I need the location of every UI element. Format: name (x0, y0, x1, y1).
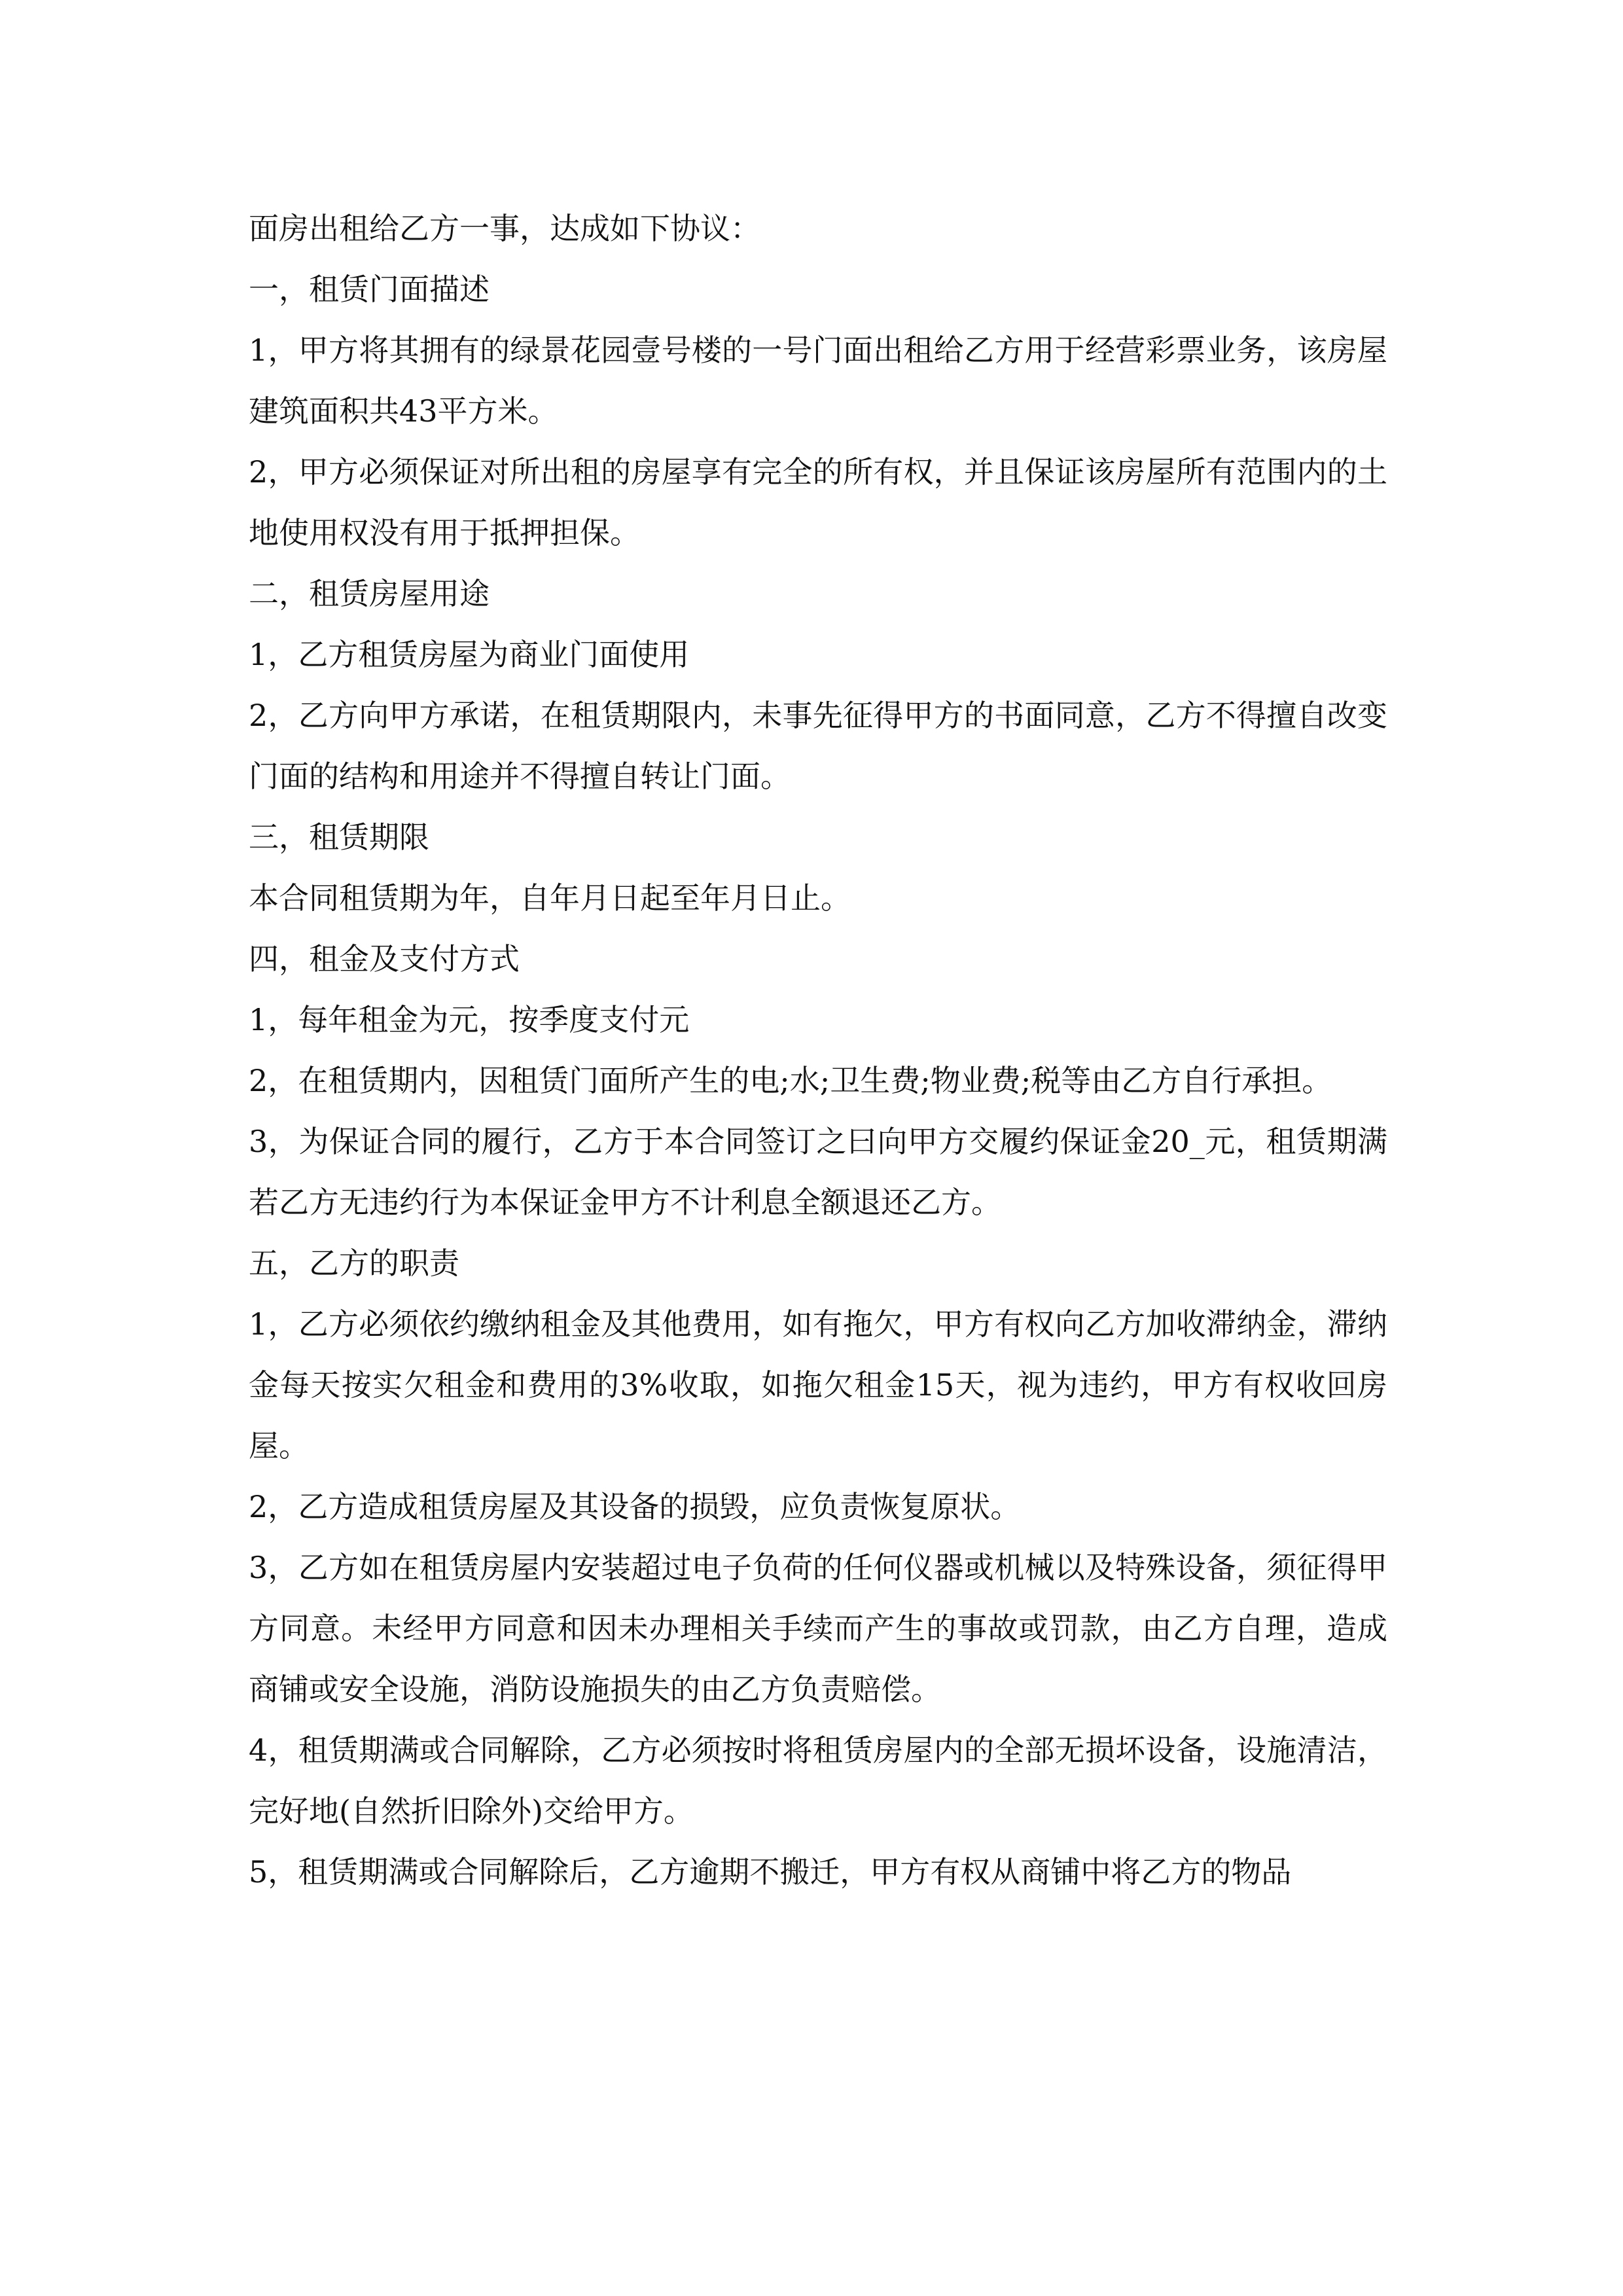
clause-4-3: 3，为保证合同的履行，乙方于本合同签订之曰向甲方交履约保证金20_元，租赁期满若乙方无违约行为本保证金甲方不计利息全额退还乙方。 (249, 1124, 1387, 1220)
section-heading-4: 四，租金及支付方式 (249, 941, 520, 977)
clause-5-2: 2，乙方造成租赁房屋及其设备的损毁，应负责恢复原状。 (249, 1489, 1021, 1524)
section-heading-1: 一，租赁门面描述 (249, 272, 490, 307)
clause-3-term: 本合同租赁期为年，自年月日起至年月日止。 (249, 880, 851, 916)
agreement-intro: 面房出租给乙方一事，达成如下协议： (249, 211, 760, 246)
clause-4-2: 2，在租赁期内，因租赁门面所产生的电;水;卫生费;物业费;税等由乙方自行承担。 (249, 1063, 1332, 1098)
section-heading-2: 二，租赁房屋用途 (249, 576, 490, 611)
clause-2-1: 1，乙方租赁房屋为商业门面使用 (249, 637, 690, 672)
clause-1-2: 2，甲方必须保证对所出租的房屋享有完全的所有权，并且保证该房屋所有范围内的土地使用权没有用于抵押担保。 (249, 454, 1387, 550)
clause-5-5: 5，租赁期满或合同解除后，乙方逾期不搬迁，甲方有权从商铺中将乙方的物品 (249, 1854, 1292, 1890)
section-heading-3: 三，租赁期限 (249, 819, 429, 855)
clause-5-1: 1，乙方必须依约缴纳租金及其他费用，如有拖欠，甲方有权向乙方加收滞纳金，滞纳金每天按实欠租金和费用的3%收取，如拖欠租金15天，视为违约，甲方有权收回房屋。 (249, 1306, 1387, 1463)
document-body (249, 198, 1387, 1903)
section-heading-5: 五，乙方的职责 (249, 1246, 459, 1281)
clause-5-4: 4，租赁期满或合同解除，乙方必须按时将租赁房屋内的全部无损坏设备，设施清洁，完好地(自然折旧除外)交给甲方。 (249, 1732, 1387, 1829)
clause-4-1: 1，每年租金为元，按季度支付元 (249, 1002, 690, 1037)
clause-1-1: 1，甲方将其拥有的绿景花园壹号楼的一号门面出租给乙方用于经营彩票业务，该房屋建筑面积共43平方米。 (249, 332, 1387, 429)
clause-2-2: 2，乙方向甲方承诺，在租赁期限内，未事先征得甲方的书面同意，乙方不得擅自改变门面的结构和用途并不得擅自转让门面。 (249, 698, 1387, 794)
clause-5-3: 3，乙方如在租赁房屋内安装超过电子负荷的任何仪器或机械以及特殊设备，须征得甲方同意。未经甲方同意和因未办理相关手续而产生的事故或罚款，由乙方自理，造成商铺或安全设施，消防设施损失的由乙方负责赔偿。 (249, 1550, 1387, 1707)
